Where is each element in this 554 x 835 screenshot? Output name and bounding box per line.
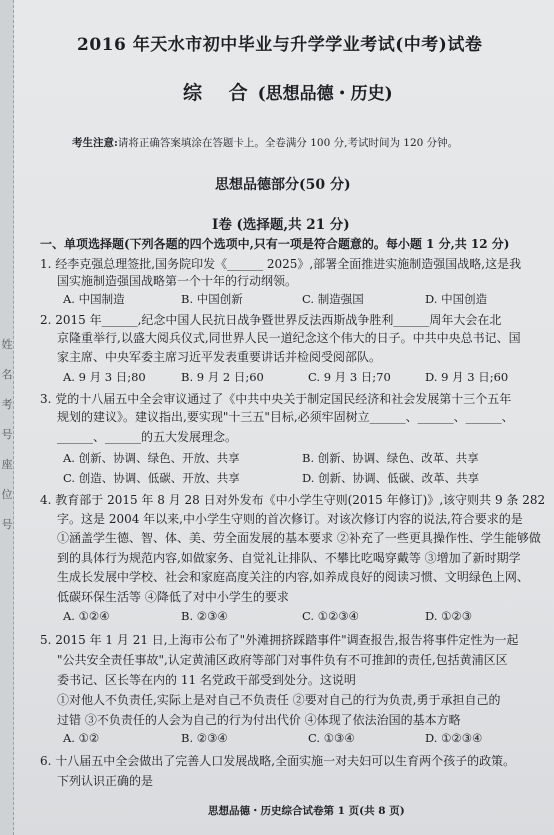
question-3-option-d: D. 创新、协调、低碳、改革、共享	[302, 471, 480, 485]
margin-labels	[0, 330, 14, 540]
question-4-line: ①涵盖学生德、智、体、美、劳全面发展的基本要求 ②补充了一些更具操作性、学生能够做	[57, 531, 541, 545]
question-3-option-a: A. 创新、协调、绿色、开放、共享	[63, 451, 240, 465]
question-4-option-c: C. ①②③④	[302, 609, 359, 623]
question-5-line: 5. 2015 年 1 月 21 日,上海市公布了"外滩拥挤踩踏事件"调查报告,报告将事件定性为一起	[40, 633, 519, 647]
notice-text: 请将正确答案填涂在答题卡上。全卷满分 100 分,考试时间为 120 分钟。	[117, 137, 459, 149]
question-2-option-d: D. 9 月 3 日;60	[425, 370, 509, 384]
margin-char: 考	[1, 398, 13, 411]
question-4-line: 到的具体行为规范内容,如做家务、自觉礼让排队、不攀比吃喝穿戴等 ③增加了新时期学	[57, 551, 521, 565]
question-5-option-d: D. ①②③④	[425, 731, 483, 745]
question-1-option-b: B. 中国创新	[181, 292, 243, 306]
question-5-line: "公共安全责任事故",认定黄浦区政府等部门对事件负有不可推卸的责任,包括黄浦区区	[57, 653, 508, 667]
subject-detail: (思想品德・历史)	[257, 84, 393, 104]
question-1-option-c: C. 制造强国	[302, 292, 364, 306]
margin-char: 座	[1, 458, 13, 471]
page-footer: 思想品德・历史综合试卷第 1 页(共 8 页)	[208, 805, 405, 817]
question-4-option-a: A. ①②④	[63, 609, 110, 623]
question-3-option-c: C. 创造、协调、低碳、开放、共享	[63, 471, 240, 485]
question-1-line: 1. 经李克强总理签批,国务院印发《______ 2025》,部署全面推进实施制造强国战略,这是我	[40, 257, 522, 271]
question-5-line: 过错 ③不负责任的人会为自己的行为付出代价 ④体现了依法治国的基本方略	[57, 713, 461, 727]
question-1-option-d: D. 中国创造	[425, 292, 488, 306]
question-2-option-c: C. 9 月 3 日;70	[308, 370, 391, 384]
margin-char: 号	[1, 428, 13, 441]
question-3-line: 规划的建议》。建议指出,要实现"十三五"目标,必须牢固树立______、______、______、	[57, 410, 514, 424]
question-4-option-d: D. ①②③	[425, 609, 473, 623]
question-6-line: 6. 十八届五中全会做出了完善人口发展战略,全面实施一对夫妇可以生育两个孩子的政策。	[40, 754, 516, 768]
question-5-option-a: A. ①②	[63, 731, 100, 745]
question-5-option-b: B. ②③④	[181, 731, 228, 745]
question-3-line: 3. 党的十八届五中全会审议通过了《中共中央关于制定国民经济和社会发展第十三个五年	[40, 392, 512, 406]
question-3-option-b: B. 创新、协调、绿色、改革、共享	[302, 451, 479, 465]
question-4-line: 字。这是 2004 年以来,中小学生守则的首次修订。对该次修订内容的说法,符合要求的是	[57, 512, 523, 526]
question-5-line: ①对他人不负责任,实际上是对自己不负责任 ②要对自己的行为负责,勇于承担自己的	[57, 693, 501, 707]
question-2-line: 家主席、中央军委主席习近平发表重要讲话并检阅受阅部队。	[57, 350, 382, 364]
volume-title: Ⅰ卷 (选择题,共 21 分)	[212, 217, 350, 233]
section-title: 一、单项选择题(下列各题的四个选项中,只有一项是符合题意的。每小题 1 分,共 12 分)	[40, 237, 510, 251]
question-1-line: 国实施制造强国战略第一个十年的行动纲领。	[57, 274, 298, 288]
margin-char: 位	[1, 488, 13, 501]
binding-margin	[0, 0, 14, 835]
question-4-option-b: B. ②③④	[181, 609, 228, 623]
subject-name: 综 合	[183, 82, 258, 104]
question-5-option-c: C. ①③④	[308, 731, 355, 745]
margin-char: 号	[1, 518, 13, 531]
question-2-line: 京隆重举行,以盛大阅兵仪式,同世界人民一道纪念这个伟大的日子。中共中央总书记、国	[57, 331, 521, 345]
notice-label: 考生注意:	[72, 137, 118, 149]
exam-title: 2016 年天水市初中毕业与升学学业考试(中考)试卷	[77, 35, 483, 55]
question-2-line: 2. 2015 年______,纪念中国人民抗日战争暨世界反法西斯战争胜利______周年大会在北	[40, 313, 502, 327]
question-6-line: 下列认识正确的是	[57, 774, 154, 788]
margin-char: 名	[1, 368, 13, 381]
candidate-notice	[72, 135, 458, 150]
question-3-line: ______、______的五大发展理念。	[57, 430, 238, 444]
question-5-line: 委书记、区长等在内的 11 名党政干部受到处分。这说明	[57, 673, 356, 687]
question-1-option-a: A. 中国制造	[63, 292, 125, 306]
question-4-line: 生成长发展中学校、社会和家庭高度关注的内容,如养成良好的阅读习惯、文明绿色上网、	[57, 570, 529, 584]
question-4-line: 4. 教育部于 2015 年 8 月 28 日对外发布《中小学生守则(2015 年修订)》,该守则共 9 条 282	[40, 493, 546, 507]
margin-char: 姓	[1, 338, 13, 351]
exam-subtitle	[183, 78, 393, 105]
question-2-option-b: B. 9 月 2 日;60	[181, 370, 264, 384]
part-title: 思想品德部分(50 分)	[215, 177, 351, 193]
question-2-option-a: A. 9 月 3 日;80	[63, 370, 146, 384]
question-4-line: 低碳环保生活等 ④降低了对中小学生的要求	[57, 590, 289, 604]
